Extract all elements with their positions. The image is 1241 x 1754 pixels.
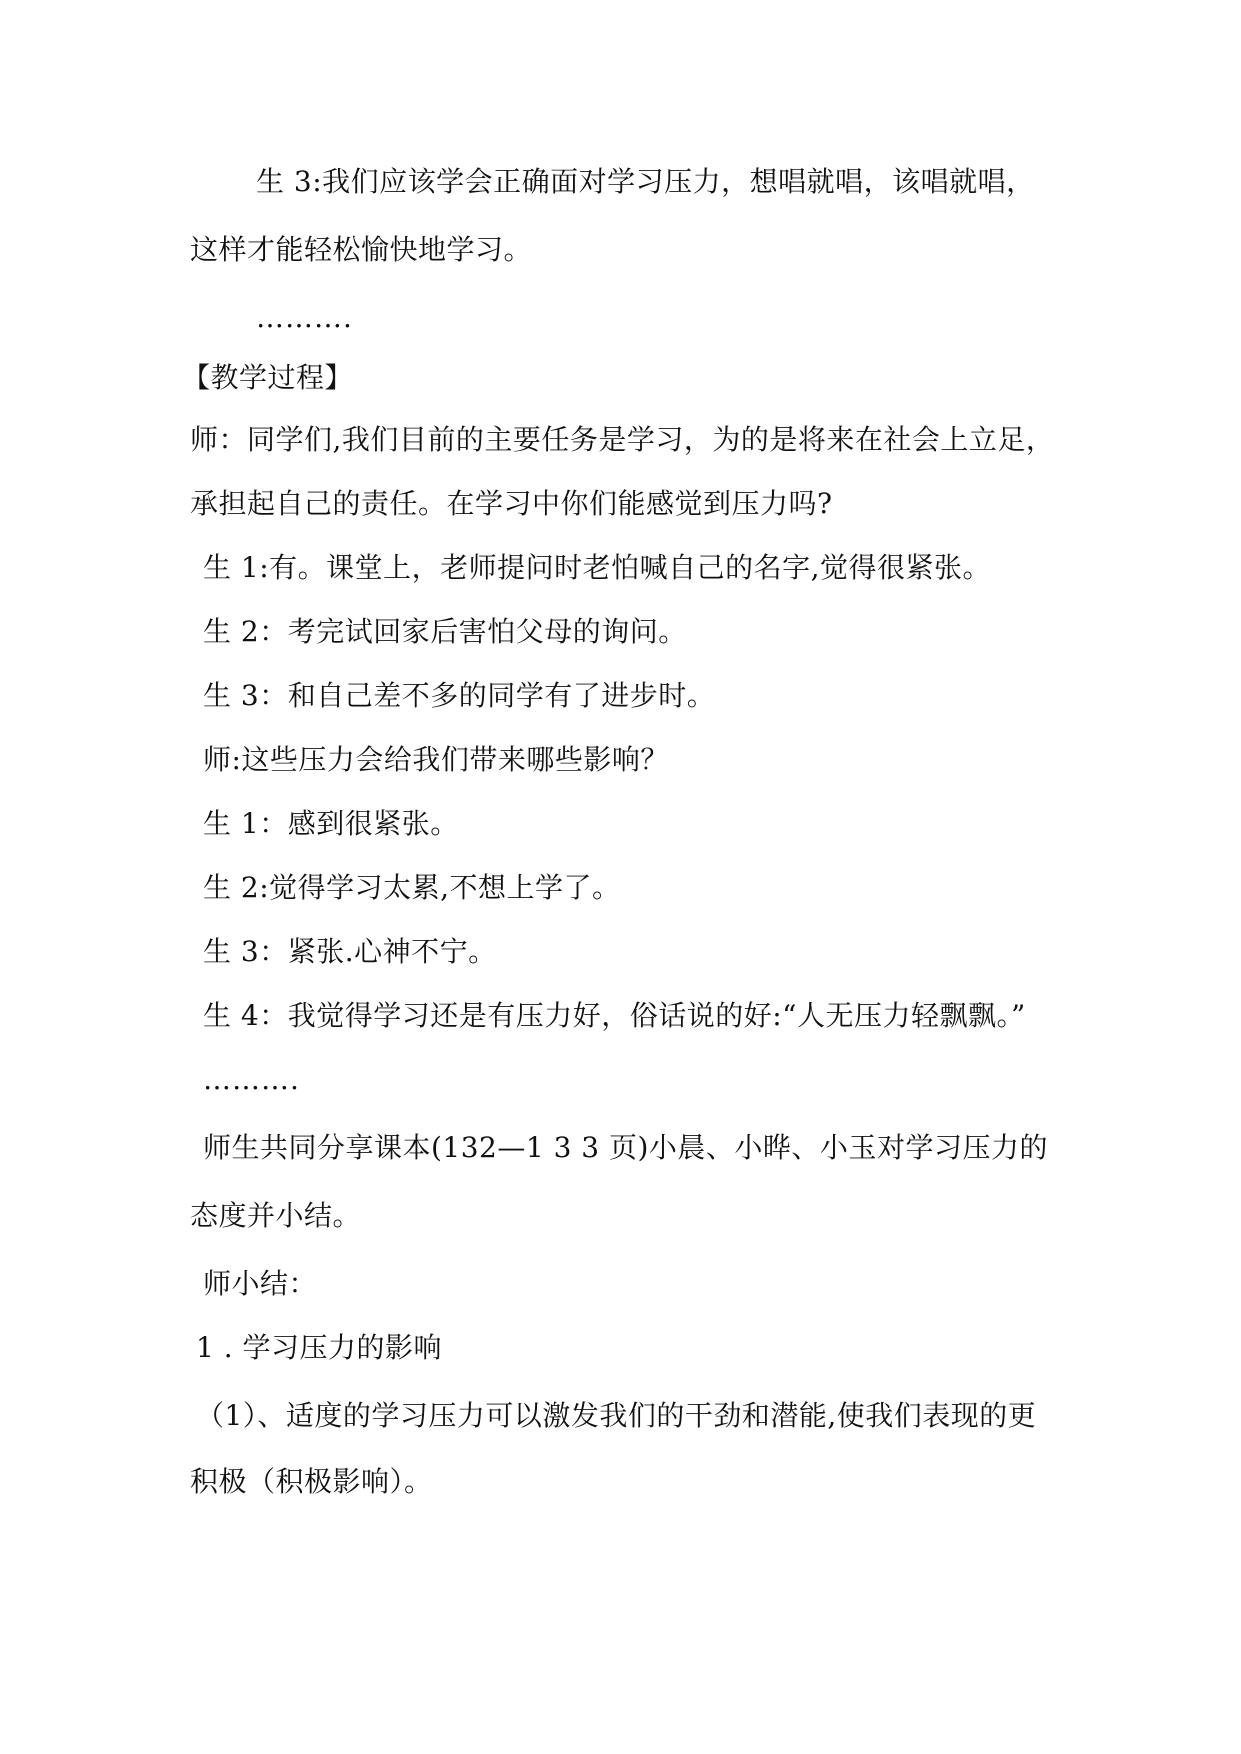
shared-reading-line-a: 师生共同分享课本(132—1 3 3 页)小晨、小晔、小玉对学习压力的 [203, 1131, 1048, 1164]
summary-subitem-1-line-a: （1）、适度的学习压力可以激发我们的干劲和潜能,使我们表现的更 [196, 1399, 1037, 1432]
student-line-3: 生 3：和自己差不多的同学有了进步时。 [203, 679, 716, 712]
student-answer-1: 生 1：感到很紧张。 [203, 807, 459, 840]
teacher-line-a: 师：同学们,我们目前的主要任务是学习，为的是将来在社会上立足， [190, 423, 1055, 456]
section-heading: 【教学过程】 [182, 361, 354, 394]
student-answer-2: 生 2:觉得学习太累,不想上学了。 [203, 871, 621, 904]
ellipsis-line-2: ………. [203, 1063, 300, 1096]
teacher-question: 师:这些压力会给我们带来哪些影响？ [203, 743, 669, 776]
shared-reading-line-b: 态度并小结。 [190, 1199, 362, 1232]
paragraph-line-student3-b: 这样才能轻松愉快地学习。 [190, 233, 533, 266]
student-line-1: 生 1:有。课堂上，老师提问时老怕喊自己的名字,觉得很紧张。 [203, 551, 992, 584]
teacher-line-b: 承担起自己的责任。在学习中你们能感觉到压力吗? [190, 487, 833, 520]
teacher-summary-heading: 师小结： [203, 1267, 318, 1300]
summary-item-1: 1 . 学习压力的影响 [196, 1331, 443, 1364]
paragraph-line-student3-a: 生 3:我们应该学会正确面对学习压力，想唱就唱，该唱就唱， [256, 165, 1035, 198]
summary-subitem-1-line-b: 积极（积极影响）。 [190, 1465, 433, 1498]
ellipsis-line: ………. [256, 301, 353, 334]
student-answer-3: 生 3：紧张.心神不宁。 [203, 935, 497, 968]
student-answer-4: 生 4：我觉得学习还是有压力好，俗话说的好:“人无压力轻飘飘。” [203, 999, 1026, 1032]
student-line-2: 生 2：考完试回家后害怕父母的询问。 [203, 615, 687, 648]
